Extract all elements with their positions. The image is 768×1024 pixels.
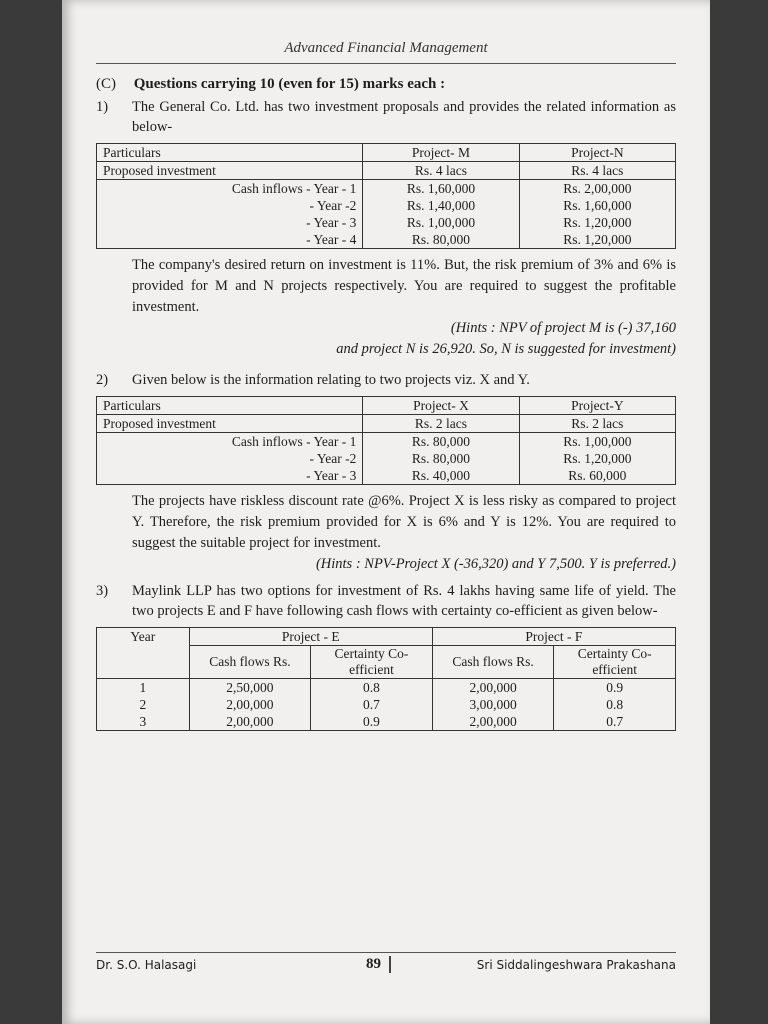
table-header-cell: Year [97,628,190,679]
question-number: 2) [96,372,109,388]
footer-rule [96,952,676,953]
table-header-cell: Particulars [97,144,363,162]
table-header-cell: Project- X [363,397,519,415]
q3-table [96,627,676,731]
table-header-cell: Project- M [363,144,519,162]
question-number: 1) [96,99,109,115]
table-row [97,197,676,214]
table-cell: Rs. 1,00,000 [519,433,675,451]
table-header-cell: Project-N [519,144,675,162]
table-row [97,696,676,713]
question-text: The General Co. Ltd. has two investment proposals and provides the related information as below- [132,99,676,135]
table-header-cell: Cash flows Rs. [189,646,311,679]
table-cell: Rs. 1,20,000 [519,231,675,249]
q2-table [96,396,676,485]
table-header-cell: Project-Y [519,397,675,415]
table-header-cell: Cash flows Rs. [432,646,554,679]
table-cell: - Year - 4 [97,231,363,249]
table-cell: 2,00,000 [189,713,311,731]
q2-hint: (Hints : NPV-Project X (-36,320) and Y 7,500. Y is preferred.) [315,556,676,572]
table-row [97,679,676,697]
section-heading [96,76,676,93]
table-cell: - Year -2 [97,197,363,214]
table-cell: Rs. 2 lacs [519,415,675,433]
table-cell: Rs. 80,000 [363,231,519,249]
q1-hint-line-2: and project N is 26,920. So, N is suggested for investment) [336,341,676,357]
q1-paragraph: The company's desired return on investment is 11%. But, the risk premium of 3% and 6% is provided for M and N projects respectively. You are required to suggest the profitable investment. [132,257,676,315]
table-cell: 2,50,000 [189,679,311,697]
question-1 [96,97,676,137]
table-cell: Rs. 60,000 [519,467,675,485]
table-cell: 0.9 [554,679,676,697]
question-3 [96,581,676,621]
page-footer [96,944,676,984]
table-cell: 2,00,000 [432,679,554,697]
table-cell: Rs. 1,60,000 [363,180,519,198]
table-header-cell: Particulars [97,397,363,415]
table-cell: Rs. 4 lacs [519,162,675,180]
section-title: Questions carrying 10 (even for 15) marks each : [133,76,446,92]
table-cell: Rs. 1,00,000 [363,214,519,231]
question-number: 3) [96,583,109,599]
table-cell: 1 [97,679,190,697]
table-cell: Rs. 1,60,000 [519,197,675,214]
table-row [97,231,676,249]
table-cell: Rs. 1,20,000 [519,450,675,467]
footer-author: Dr. S.O. Halasagi [96,958,197,972]
q2-paragraph: The projects have riskless discount rate @6%. Project X is less risky as compared to project Y. Therefore, the risk premium provided for X is 6% and Y is 12%. You are required to suggest the suitable project for investment. [132,493,676,551]
table-cell: - Year - 3 [97,214,363,231]
table-cell: 2,00,000 [189,696,311,713]
table-cell: 0.8 [311,679,433,697]
table-cell: 2,00,000 [432,713,554,731]
table-row [97,450,676,467]
table-cell: Rs. 4 lacs [363,162,519,180]
table-cell: Rs. 1,20,000 [519,214,675,231]
q1-table [96,143,676,249]
q1-hint-line-1: (Hints : NPV of project M is (-) 37,160 [450,320,676,336]
table-cell: 3 [97,713,190,731]
table-cell: Cash inflows - Year - 1 [97,433,363,451]
table-cell: Rs. 1,40,000 [363,197,519,214]
table-cell: Proposed investment [97,162,363,180]
table-cell: 2 [97,696,190,713]
table-cell: Cash inflows - Year - 1 [97,180,363,198]
table-cell: Rs. 40,000 [363,467,519,485]
running-head: Advanced Financial Management [96,40,676,64]
table-row [97,713,676,731]
footer-publisher: Sri Siddalingeshwara Prakashana [476,958,676,972]
table-cell: Rs. 2 lacs [363,415,519,433]
table-cell: Rs. 80,000 [363,450,519,467]
table-cell: Proposed investment [97,415,363,433]
table-cell: 3,00,000 [432,696,554,713]
table-cell: - Year -2 [97,450,363,467]
question-text: Given below is the information relating to two projects viz. X and Y. [132,372,530,388]
table-cell: 0.7 [311,696,433,713]
table-row [97,433,676,451]
book-page [62,0,710,1024]
page-number: 89 [358,956,391,973]
table-cell: - Year - 3 [97,467,363,485]
section-marker: (C) [96,76,116,92]
table-header-cell: Certainty Co-efficient [311,646,433,679]
table-cell: Rs. 2,00,000 [519,180,675,198]
page-content [96,40,676,737]
table-cell: 0.8 [554,696,676,713]
table-header-cell: Project - E [189,628,432,646]
table-cell: 0.9 [311,713,433,731]
table-header-cell: Project - F [432,628,675,646]
table-row [97,214,676,231]
table-cell: 0.7 [554,713,676,731]
question-text: Maylink LLP has two options for investment of Rs. 4 lakhs having same life of yield. The two projects E and F have following cash flows with certainty co-efficient as given below- [132,583,676,619]
table-row [97,467,676,485]
question-2 [96,370,676,390]
table-header-cell: Certainty Co-efficient [554,646,676,679]
table-row [97,180,676,198]
table-cell: Rs. 80,000 [363,433,519,451]
